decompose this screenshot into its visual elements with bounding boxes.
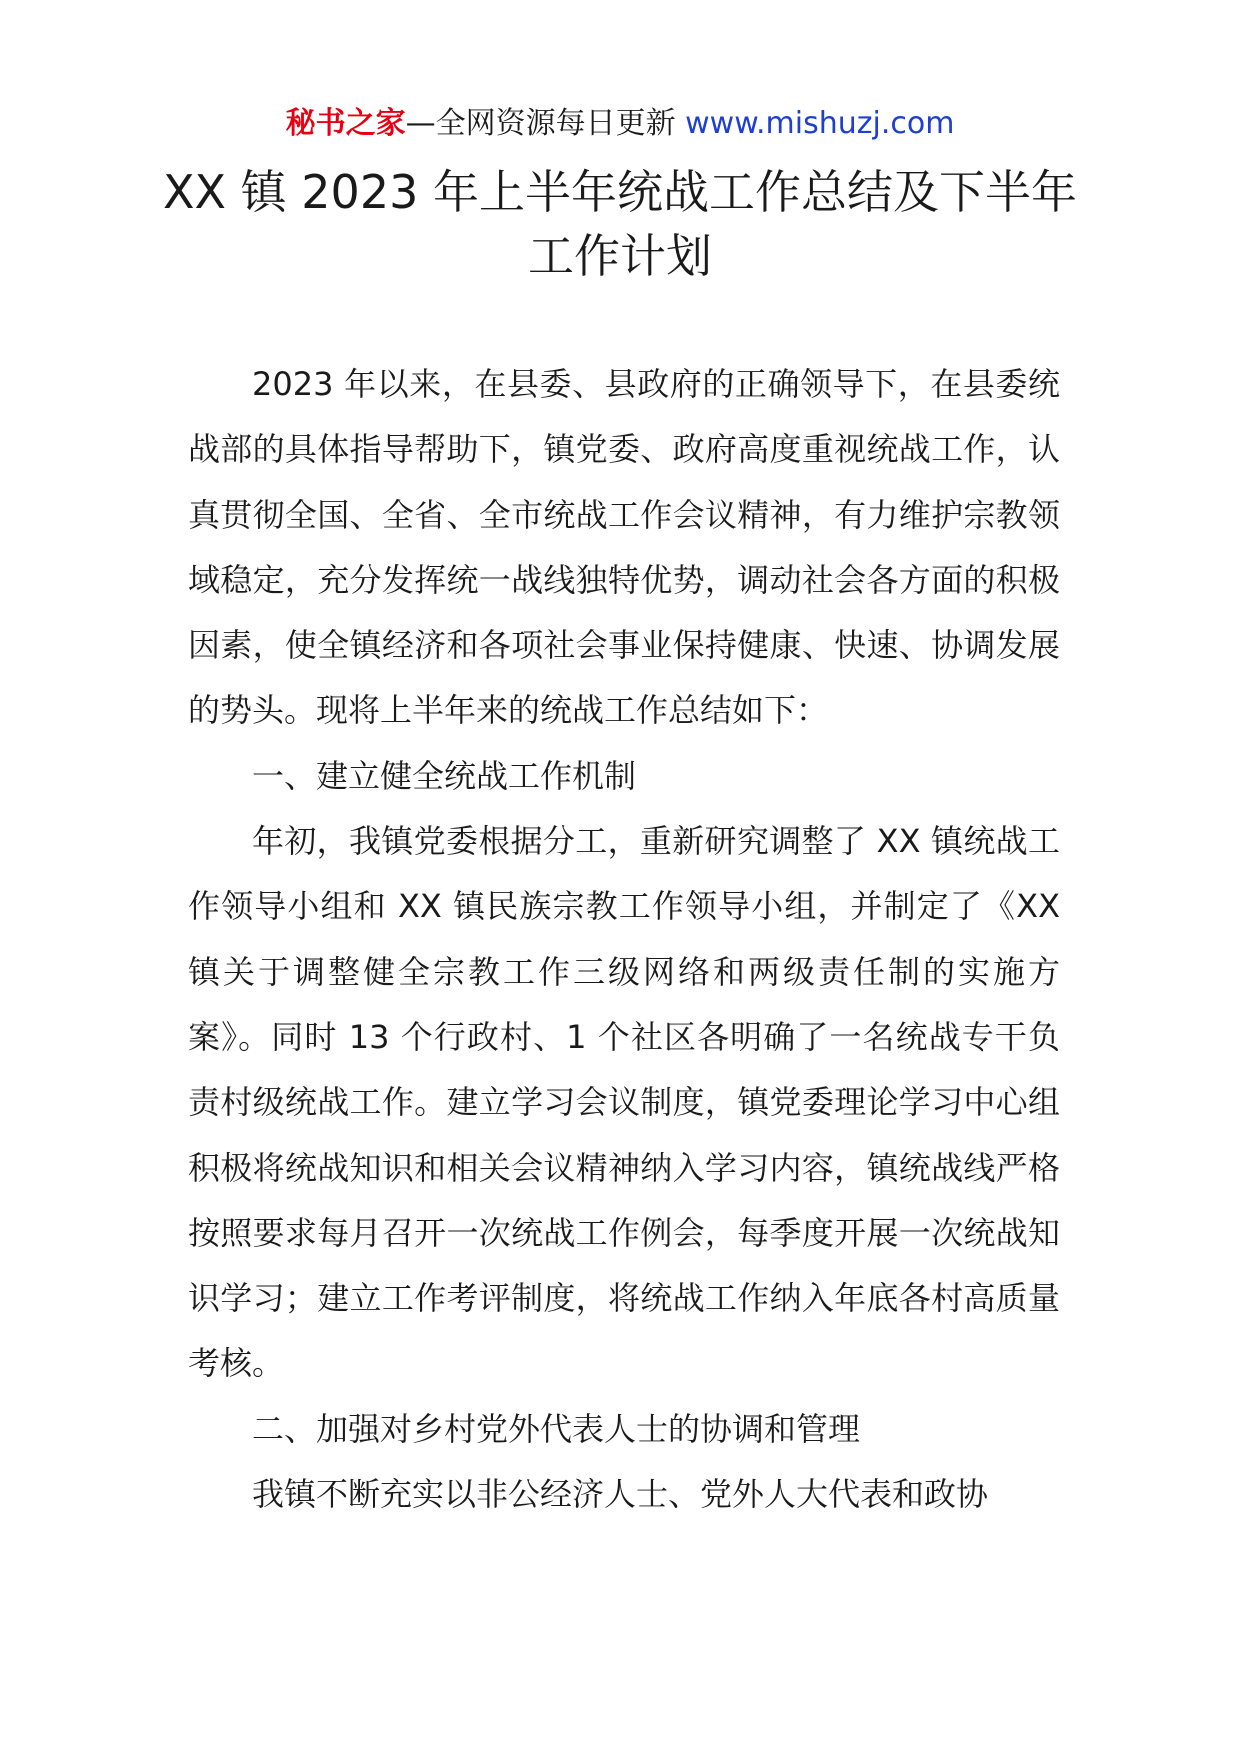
paragraph-intro: 2023 年以来，在县委、县政府的正确领导下，在县委统战部的具体指导帮助下，镇党委、政府高度重视统战工作，认真贯彻全国、全省、全市统战工作会议精神，有力维护宗教领域稳定，充分发挥统一战线独特优势，调动社会各方面的积极因素，使全镇经济和各项社会事业保持健康、快速、协调发展的势头。现将上半年来的统战工作总结如下： xyxy=(188,365,1060,730)
site-url-link[interactable]: www.mishuzj.com xyxy=(685,106,955,141)
section-heading-2: 二、加强对乡村党外代表人士的协调和管理 xyxy=(252,1409,861,1448)
document-title: XX 镇 2023 年上半年统战工作总结及下半年工作计划 xyxy=(163,165,1077,283)
document-body xyxy=(188,352,1060,1527)
header-tagline: —全网资源每日更新 xyxy=(405,106,686,141)
paragraph-section-1: 年初，我镇党委根据分工，重新研究调整了 XX 镇统战工作领导小组和 XX 镇民族宗教工作领导小组，并制定了《XX 镇关于调整健全宗教工作三级网络和两级责任制的实施方案》。同时 13 个行政村、1 个社区各明确了一名统战专干负责村级统战工作。建立学习会议制度，镇党委理论学习中心组积极将统战知识和相关会议精神纳入学习内容，镇统战线严格按照要求每月召开一次统战工作例会，每季度开展一次统战知识学习；建立工作考评制度，将统战工作纳入年底各村高质量考核。 xyxy=(188,822,1060,1383)
site-header xyxy=(0,100,1240,148)
paragraph-section-2: 我镇不断充实以非公经济人士、党外人大代表和政协 xyxy=(252,1475,989,1514)
section-heading-1: 一、建立健全统战工作机制 xyxy=(252,756,637,795)
brand-name: 秘书之家 xyxy=(285,106,406,141)
